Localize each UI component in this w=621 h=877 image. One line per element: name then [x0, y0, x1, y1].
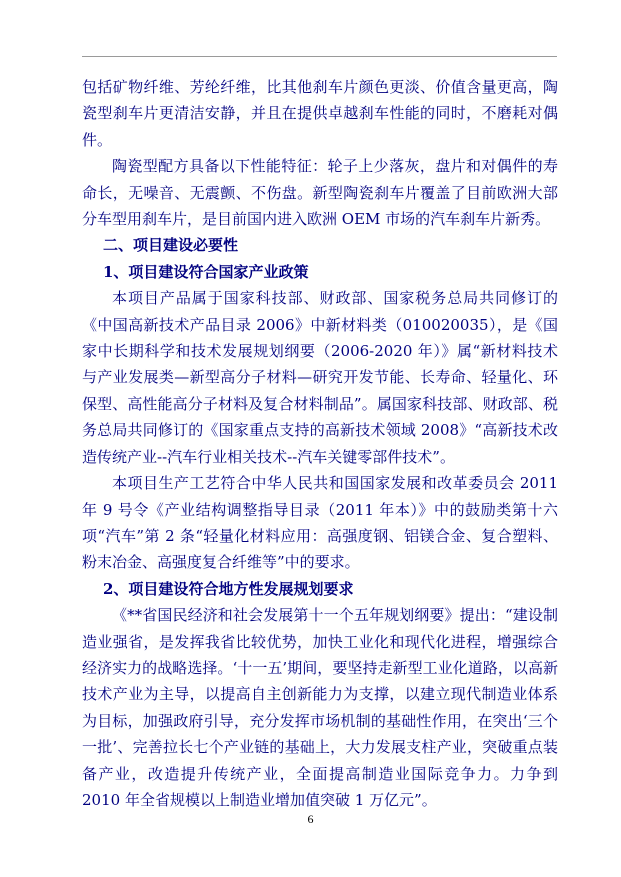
ceramic-features-paragraph: 陶瓷型配方具备以下性能特征：轮子上少落灰，盘片和对偶件的寿命长，无噪音、无震颤、不伤盘。新型陶瓷刹车片覆盖了目前欧洲大部分车型用刹车片，是目前国内进入欧洲 OEM 市场的汽车刹车片新秀。: [82, 157, 558, 229]
subsection-heading-local-plan: 2、项目建设符合地方性发展规划要求: [103, 579, 354, 598]
continuation-paragraph: 包括矿物纤维、芳纶纤维，比其他刹车片颜色更淡、价值含量更高，陶瓷型刹车片更清洁安静，并且在提供卓越刹车性能的同时，不磨耗对偶件。: [82, 78, 558, 149]
national-policy-paragraph-1: 本项目产品属于国家科技部、财政部、国家税务总局共同修订的《中国高新技术产品目录 2006》中新材料类（010020035），是《国家中长期科学和技术发展规划纲要（2006-2020 年）》属“新材料技术与产业发展类—新型高分子材料—研究开发节能、长寿命、轻量化、环保型、高性能高分子材料及复合材料制品”。属国家科技部、财政部、税务总局共同修订的《国家重点支持的高新技术领域 2008》“高新技术改造传统产业--汽车行业相关技术--汽车关键零部件技术”。: [82, 289, 558, 466]
page-number: 6: [307, 812, 314, 826]
local-plan-paragraph: 《**省国民经济和社会发展第十一个五年规划纲要》提出：“建设制造业强省，是发挥我省比较优势，加快工业化和现代化进程，增强综合经济实力的战略选择。‘十一五’期间，要坚持走新型工业化道路，以高新技术产业为主导，以提高自主创新能力为支撑，以建立现代制造业体系为目标，加强政府引导，充分发挥市场机制的基础性作用，在突出‘三个一批’、完善拉长七个产业链的基础上，大力发展支柱产业，突破重点装备产业，改造提升传统产业，全面提高制造业国际竞争力。力争到 2010 年全省规模以上制造业增加值突破 1 万亿元”。: [82, 606, 558, 809]
header-rule: [82, 56, 557, 57]
national-policy-paragraph-2: 本项目生产工艺符合中华人民共和国国家发展和改革委员会 2011 年 9 号令《产业结构调整指导目录（2011 年本）》中的鼓励类第十六项“汽车”第 2 条“轻量化材料应用：高强度钢、铝镁合金、复合塑料、粉末冶金、高强度复合纤维等”中的要求。: [82, 474, 558, 572]
body-text: [82, 74, 558, 813]
subsection-heading-national-policy: 1、项目建设符合国家产业政策: [103, 262, 309, 281]
section-heading: 二、项目建设必要性: [103, 236, 239, 255]
